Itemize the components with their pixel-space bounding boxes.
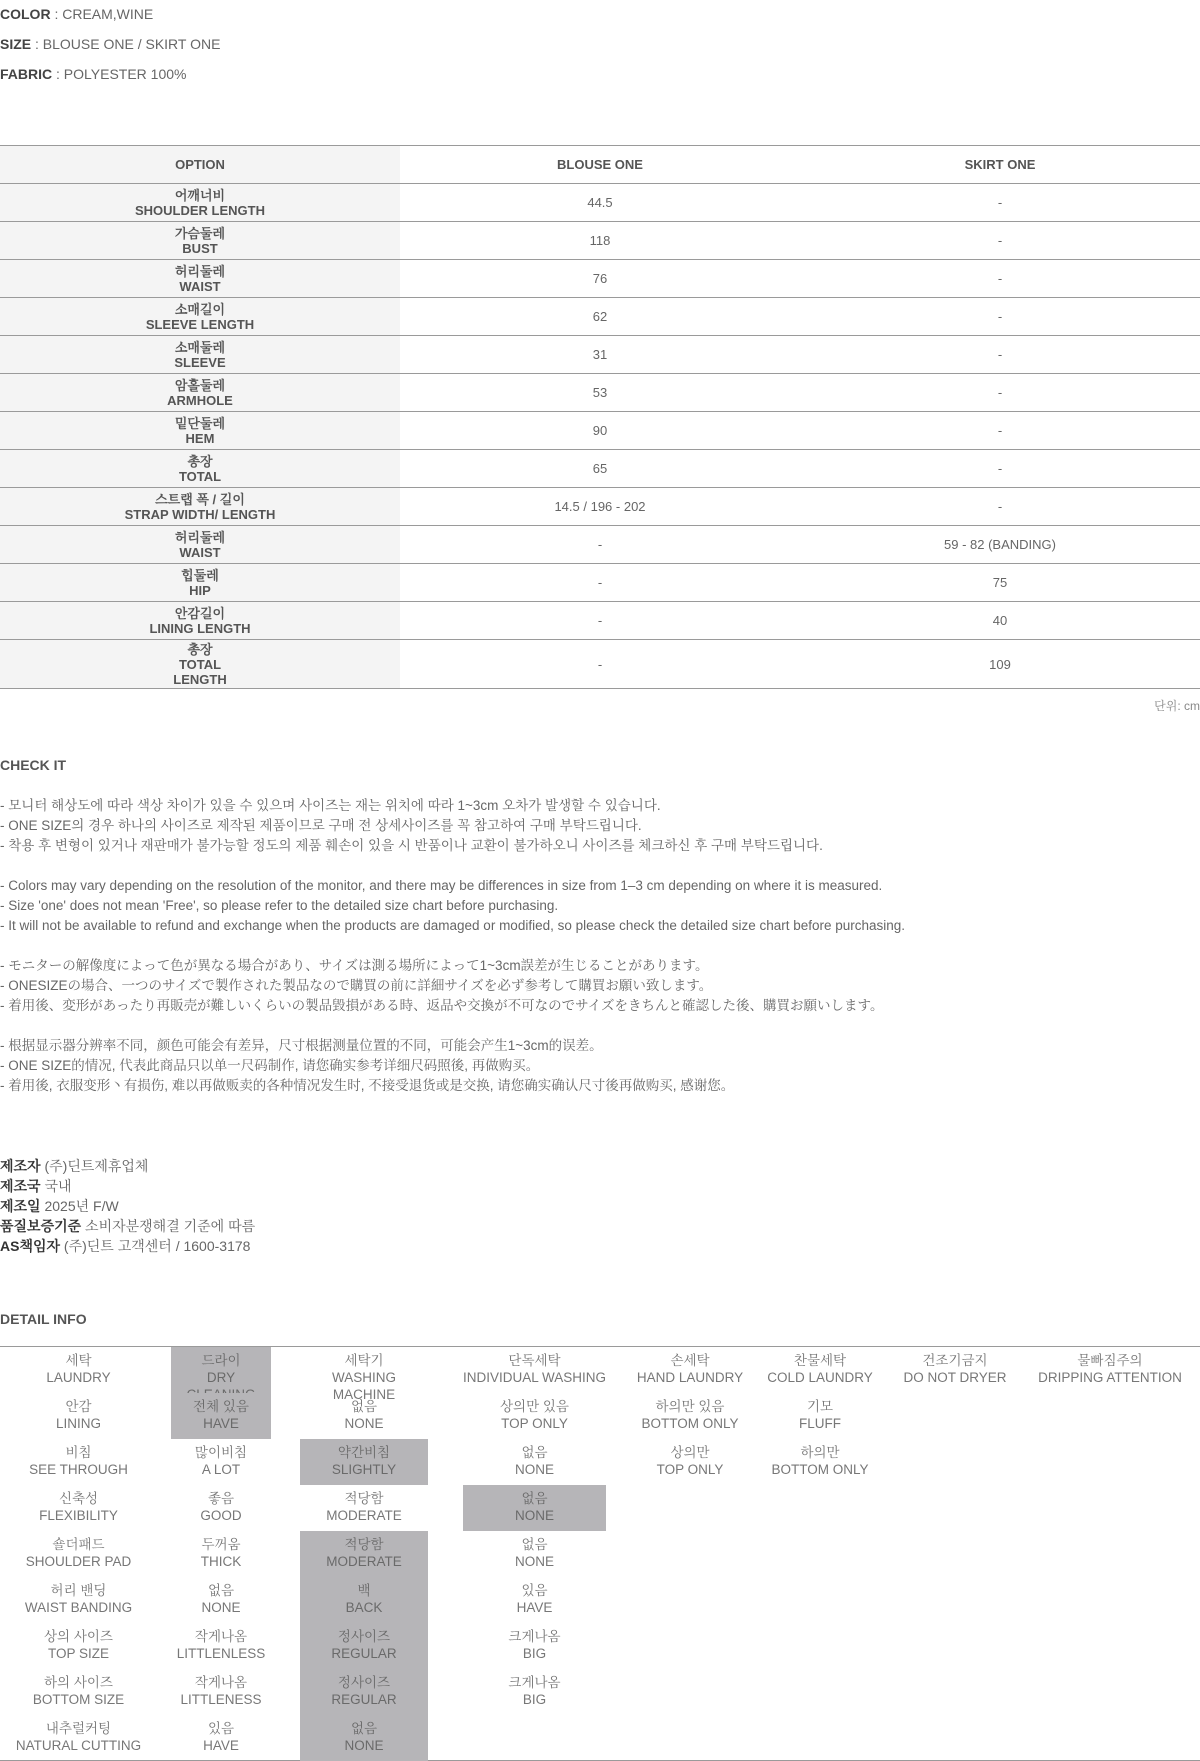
- size-row-label: 스트랩 폭 / 길이 STRAP WIDTH/ LENGTH: [0, 488, 400, 526]
- size-value-blouse: 118: [400, 222, 800, 260]
- detail-option-cell: 적당함 MODERATE: [326, 1491, 402, 1523]
- detail-option-cell: 드라이 DRY: [171, 1347, 271, 1393]
- size-value-skirt: -: [800, 222, 1200, 260]
- check-line: - 모니터 해상도에 따라 색상 차이가 있을 수 있으며 사이즈는 재는 위치에 따라 1~3cm 오차가 발생할 수 있습니다.: [0, 798, 661, 813]
- size-row-label: 힙둘레 HIP: [0, 564, 400, 602]
- size-row-label: 허리둘레 WAIST: [0, 260, 400, 298]
- detail-option-cell: 전체 있음 HAVE: [171, 1393, 271, 1439]
- size-row-label: 총장 TOTAL LENGTH: [0, 640, 400, 689]
- check-en: [0, 876, 905, 936]
- detail-option-cell: 하의만 BOTTOM ONLY: [771, 1445, 869, 1477]
- size-row: [0, 184, 1200, 222]
- size-value-skirt: -: [800, 488, 1200, 526]
- size-value-skirt: -: [800, 412, 1200, 450]
- check-line: - 着用後, 衣服变形丶有损伤, 难以再做贩卖的各种情况发生时, 不接受退货或是交换, 请您确实确认尺寸後再做购买, 感谢您。: [0, 1078, 735, 1093]
- check-it-title: CHECK IT: [0, 757, 67, 773]
- check-ko: [0, 796, 823, 856]
- size-row-label: 소매둘레 SLEEVE: [0, 336, 400, 374]
- size-row-label: 밑단둘레 HEM: [0, 412, 400, 450]
- detail-option-cell: 건조기금지 DO NOT DRYER: [903, 1353, 1007, 1385]
- size-value-blouse: 62: [400, 298, 800, 336]
- size-value-blouse: 65: [400, 450, 800, 488]
- check-line: - 根据显示器分辨率不同，颜色可能会有差异，尺寸根据测量位置的不同，可能会产生1~3cm的误差。: [0, 1038, 603, 1053]
- size-table: [0, 145, 1200, 689]
- size-row-label: 어깨너비 SHOULDER LENGTH: [0, 184, 400, 222]
- fabric-line: FABRIC : POLYESTER 100%: [0, 66, 187, 82]
- detail-option-cell: 없음 NONE: [463, 1485, 606, 1531]
- detail-option-cell: 있음 HAVE: [516, 1583, 553, 1615]
- size-value-blouse: 44.5: [400, 184, 800, 222]
- size-row: [0, 640, 1200, 689]
- check-line: - 착용 후 변형이 있거나 재판매가 불가능할 정도의 제품 훼손이 있을 시 반품이나 교환이 불가하오니 사이즈를 체크하신 후 구매 부탁드립니다.: [0, 838, 823, 853]
- detail-option-cell: 정사이즈 REGULAR: [300, 1669, 428, 1715]
- detail-label-cell: 내추럴커팅 NATURAL CUTTING: [15, 1721, 142, 1753]
- size-row: [0, 298, 1200, 336]
- size-row: [0, 412, 1200, 450]
- size-value-skirt: -: [800, 184, 1200, 222]
- detail-info-title: DETAIL INFO: [0, 1311, 87, 1327]
- size-row-label: 소매길이 SLEEVE LENGTH: [0, 298, 400, 336]
- detail-option-cell: 상의만 TOP ONLY: [656, 1445, 724, 1477]
- detail-option-cell: 하의만 있음 BOTTOM ONLY: [641, 1399, 739, 1431]
- check-line: - ONESIZEの場合、一つのサイズで製作された製品なので購買の前に詳細サイズを必ず参考して購買お願い致します。: [0, 978, 713, 993]
- color-line: COLOR : CREAM,WINE: [0, 6, 154, 22]
- detail-option-cell: 두꺼움 THICK: [200, 1537, 242, 1569]
- detail-option-cell: 찬물세탁 COLD LAUNDRY: [767, 1353, 873, 1385]
- size-value-skirt: -: [800, 298, 1200, 336]
- size-value-blouse: 31: [400, 336, 800, 374]
- size-line: SIZE : BLOUSE ONE / SKIRT ONE: [0, 36, 221, 52]
- detail-label-cell: 안감 LINING: [55, 1399, 101, 1431]
- detail-option-cell: 작게나옴 LITTLENLESS: [176, 1629, 266, 1661]
- size-row-label: 총장 TOTAL: [0, 450, 400, 488]
- size-value-skirt: -: [800, 374, 1200, 412]
- header-skirt: SKIRT ONE: [800, 146, 1200, 184]
- detail-option-cell: 없음 NONE: [344, 1399, 384, 1431]
- size-value-blouse: 90: [400, 412, 800, 450]
- detail-label-cell: 신축성 FLEXIBILITY: [39, 1491, 118, 1523]
- size-value-skirt: -: [800, 450, 1200, 488]
- size-row: [0, 450, 1200, 488]
- size-row: [0, 526, 1200, 564]
- maker-line: AS책임자 (주)딘트 고객센터 / 1600-3178: [0, 1238, 251, 1254]
- maker-line: 제조자 (주)딘트제휴업체: [0, 1158, 149, 1174]
- size-row-label: 안감길이 LINING LENGTH: [0, 602, 400, 640]
- size-row-label: 암홀둘레 ARMHOLE: [0, 374, 400, 412]
- check-line: - モニターの解像度によって色が異なる場合があり、サイズは測る場所によって1~3cm誤差が生じることがあります。: [0, 958, 709, 973]
- size-value-blouse: -: [400, 640, 800, 689]
- maker-info: [0, 1156, 255, 1256]
- check-zh: [0, 1036, 734, 1096]
- size-row: [0, 488, 1200, 526]
- header-blouse: BLOUSE ONE: [400, 146, 800, 184]
- size-value-blouse: 53: [400, 374, 800, 412]
- maker-line: 제조국 국내: [0, 1178, 72, 1194]
- detail-option-cell: 없음 NONE: [300, 1715, 428, 1761]
- size-value-blouse: -: [400, 564, 800, 602]
- size-value-skirt: 59 - 82 (BANDING): [800, 526, 1200, 564]
- size-value-skirt: -: [800, 260, 1200, 298]
- check-line: - It will not be available to refund and exchange when the products are damaged or modified, so please check the detailed size chart before purchasing.: [0, 918, 906, 933]
- size-value-skirt: 75: [800, 564, 1200, 602]
- check-line: - Colors may vary depending on the resolution of the monitor, and there may be differences in size from 1–3 cm depending on where it is measured.: [0, 878, 883, 893]
- detail-option-cell: 있음 HAVE: [203, 1721, 239, 1753]
- detail-option-cell: 좋음 GOOD: [200, 1491, 242, 1523]
- size-row: [0, 602, 1200, 640]
- check-line: - 着用後、変形があったり再販売が難しいくらいの製品毀損がある時、返品や交換が不可なのでサイズをきちんと確認した後、購買お願いします。: [0, 998, 884, 1013]
- detail-label-cell: 숄더패드 SHOULDER PAD: [25, 1537, 132, 1569]
- detail-option-cell: 기모 FLUFF: [799, 1399, 841, 1431]
- size-row: [0, 374, 1200, 412]
- detail-option-cell: 세탁기 WASHING MACHINE: [332, 1353, 396, 1402]
- detail-option-cell: 물빠짐주의 DRIPPING ATTENTION: [1038, 1353, 1182, 1385]
- size-row: [0, 336, 1200, 374]
- detail-option-cell: 단독세탁 INDIVIDUAL WASHING: [463, 1353, 607, 1385]
- detail-label-cell: 상의 사이즈 TOP SIZE: [44, 1629, 113, 1661]
- check-line: - Size 'one' does not mean 'Free', so please refer to the detailed size chart before purchasing.: [0, 898, 559, 913]
- product-info: [0, 4, 220, 94]
- unit-label: 단위: cm: [1154, 699, 1200, 713]
- detail-label-cell: 세탁 LAUNDRY: [46, 1353, 111, 1385]
- size-value-blouse: 76: [400, 260, 800, 298]
- detail-label-cell: 비침 SEE THROUGH: [29, 1445, 128, 1477]
- check-line: - ONE SIZE의 경우 하나의 사이즈로 제작된 제품이므로 구매 전 상세사이즈를 꼭 참고하여 구매 부탁드립니다.: [0, 818, 642, 833]
- detail-option-cell: 적당함 MODERATE: [300, 1531, 428, 1577]
- check-ja: [0, 956, 883, 1016]
- size-row-label: 가슴둘레 BUST: [0, 222, 400, 260]
- detail-option-cell: 정사이즈 REGULAR: [300, 1623, 428, 1669]
- size-value-skirt: 40: [800, 602, 1200, 640]
- detail-option-cell: 손세탁 HAND LAUNDRY: [636, 1353, 744, 1385]
- detail-option-cell: 약간비침 SLIGHTLY: [300, 1439, 428, 1485]
- size-value-blouse: -: [400, 526, 800, 564]
- maker-line: 품질보증기준 소비자분쟁해결 기준에 따름: [0, 1218, 256, 1234]
- detail-option-cell: 없음 NONE: [514, 1537, 554, 1569]
- check-line: - ONE SIZE的情况, 代表此商品只以单一尺码制作, 请您确实参考详细尺码照後, 再做购买。: [0, 1058, 540, 1073]
- detail-option-cell: 백 BACK: [300, 1577, 428, 1623]
- detail-label-cell: 허리 밴딩 WAIST BANDING: [24, 1583, 133, 1615]
- size-row-label: 허리둘레 WAIST: [0, 526, 400, 564]
- detail-label-cell: 하의 사이즈 BOTTOM SIZE: [32, 1675, 125, 1707]
- size-row: [0, 222, 1200, 260]
- size-table-header: [0, 146, 1200, 184]
- detail-option-cell: 크게나옴 BIG: [508, 1675, 561, 1707]
- detail-option-cell: 많이비침 A LOT: [194, 1445, 248, 1477]
- size-value-skirt: -: [800, 336, 1200, 374]
- header-option: OPTION: [0, 146, 400, 184]
- size-row: [0, 260, 1200, 298]
- detail-option-cell: 상의만 있음 TOP ONLY: [500, 1399, 569, 1431]
- size-row: [0, 564, 1200, 602]
- detail-option-cell: 크게나옴 BIG: [508, 1629, 561, 1661]
- detail-option-cell: 없음 NONE: [514, 1445, 554, 1477]
- detail-option-cell: 없음 NONE: [201, 1583, 241, 1615]
- detail-info-grid: [0, 1346, 1200, 1761]
- maker-line: 제조일 2025년 F/W: [0, 1198, 119, 1214]
- size-value-blouse: 14.5 / 196 - 202: [400, 488, 800, 526]
- detail-option-cell: 작게나옴 LITTLENESS: [180, 1675, 262, 1707]
- size-value-skirt: 109: [800, 640, 1200, 689]
- size-value-blouse: -: [400, 602, 800, 640]
